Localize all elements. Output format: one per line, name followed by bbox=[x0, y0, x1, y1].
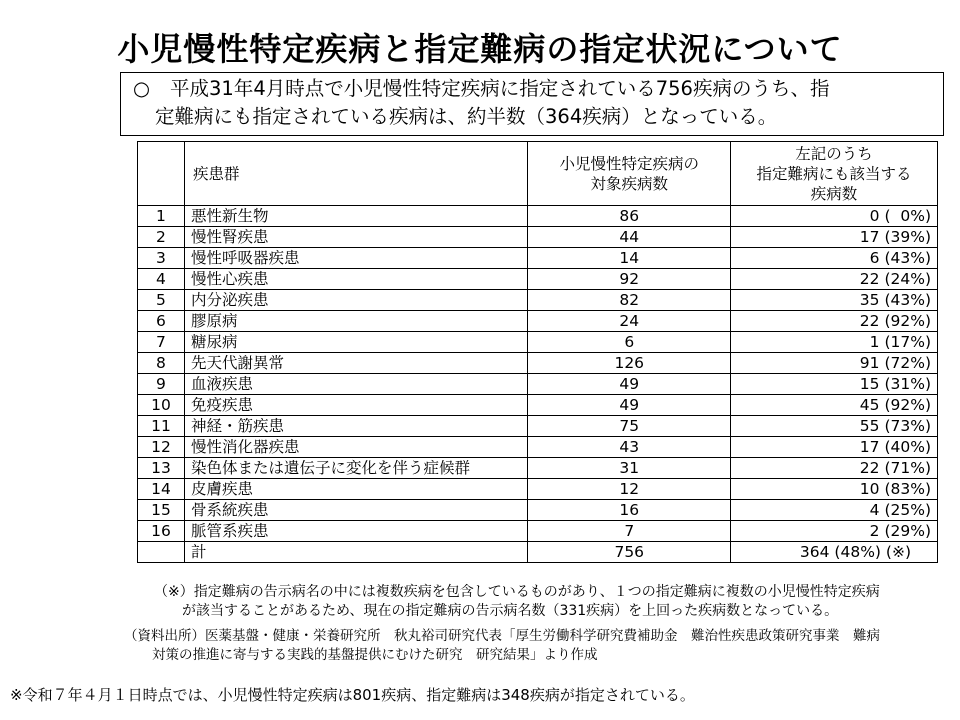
row-number: 14 bbox=[138, 479, 185, 500]
bullet-circle-icon: ○ bbox=[133, 77, 151, 100]
table-row bbox=[138, 500, 938, 521]
row-number: 12 bbox=[138, 437, 185, 458]
row-count: 43 bbox=[528, 437, 731, 458]
row-number: 4 bbox=[138, 269, 185, 290]
row-group: 慢性心疾患 bbox=[184, 269, 527, 290]
row-count: 92 bbox=[528, 269, 731, 290]
row-designated: 45 (92%) bbox=[731, 395, 938, 416]
row-number: 9 bbox=[138, 374, 185, 395]
note-line-2: が該当することがあるため、現在の指定難病の告示病名数（331疾病）を上回った疾病数となっている。 bbox=[182, 603, 839, 619]
row-group: 脈管系疾患 bbox=[184, 521, 527, 542]
row-group: 免疫疾患 bbox=[184, 395, 527, 416]
table-row bbox=[138, 206, 938, 227]
table-header-row bbox=[138, 142, 938, 206]
row-designated: 22 (71%) bbox=[731, 458, 938, 479]
header-group: 疾患群 bbox=[184, 142, 527, 206]
row-number: 3 bbox=[138, 248, 185, 269]
row-number: 13 bbox=[138, 458, 185, 479]
row-count: 82 bbox=[528, 290, 731, 311]
row-designated: 6 (43%) bbox=[731, 248, 938, 269]
row-number: 7 bbox=[138, 332, 185, 353]
row-count: 49 bbox=[528, 395, 731, 416]
row-designated: 2 (29%) bbox=[731, 521, 938, 542]
table-total-row bbox=[138, 542, 938, 563]
row-group: 膠原病 bbox=[184, 311, 527, 332]
row-number: 15 bbox=[138, 500, 185, 521]
row-group: 皮膚疾患 bbox=[184, 479, 527, 500]
note-line-1: （※）指定難病の告示病名の中には複数疾病を包含しているものがあり、１つの指定難病に複数の小児慢性特定疾病 bbox=[154, 584, 880, 600]
header-count-line-2: 対象疾病数 bbox=[590, 174, 668, 193]
row-group: 慢性腎疾患 bbox=[184, 227, 527, 248]
table-row bbox=[138, 248, 938, 269]
row-count: 12 bbox=[528, 479, 731, 500]
row-designated: 1 (17%) bbox=[731, 332, 938, 353]
row-group: 血液疾患 bbox=[184, 374, 527, 395]
row-count: 31 bbox=[528, 458, 731, 479]
row-number: 11 bbox=[138, 416, 185, 437]
row-count: 7 bbox=[528, 521, 731, 542]
total-label: 計 bbox=[184, 542, 527, 563]
source-line-1: （資料出所）医薬基盤・健康・栄養研究所 秋丸裕司研究代表「厚生労働科学研究費補助金 難治性疾患政策研究事業 難病 bbox=[124, 628, 880, 644]
table-row bbox=[138, 479, 938, 500]
header-number bbox=[138, 142, 185, 206]
row-group: 先天代謝異常 bbox=[184, 353, 527, 374]
table-row bbox=[138, 227, 938, 248]
page-title: 小児慢性特定疾病と指定難病の指定状況について bbox=[117, 30, 843, 68]
row-count: 44 bbox=[528, 227, 731, 248]
update-footnote: ※令和７年４月１日時点では、小児慢性特定疾病は801疾病、指定難病は348疾病が指定されている。 bbox=[10, 686, 695, 704]
summary-box bbox=[120, 72, 944, 136]
table-row bbox=[138, 374, 938, 395]
row-count: 126 bbox=[528, 353, 731, 374]
row-group: 慢性呼吸器疾患 bbox=[184, 248, 527, 269]
header-count-line-1: 小児慢性特定疾病の bbox=[559, 154, 699, 173]
table-row bbox=[138, 311, 938, 332]
table-row bbox=[138, 458, 938, 479]
row-designated: 35 (43%) bbox=[731, 290, 938, 311]
row-number: 16 bbox=[138, 521, 185, 542]
row-designated: 0 ( 0%) bbox=[731, 206, 938, 227]
row-group: 悪性新生物 bbox=[184, 206, 527, 227]
header-desig-line-3: 疾病数 bbox=[810, 184, 858, 203]
header-designated bbox=[731, 142, 938, 206]
table-row bbox=[138, 395, 938, 416]
row-group: 慢性消化器疾患 bbox=[184, 437, 527, 458]
table-row bbox=[138, 353, 938, 374]
row-designated: 10 (83%) bbox=[731, 479, 938, 500]
row-count: 6 bbox=[528, 332, 731, 353]
source-line-2: 対策の推進に寄与する実践的基盤提供にむけた研究 研究結果」より作成 bbox=[152, 647, 598, 663]
row-designated: 17 (40%) bbox=[731, 437, 938, 458]
row-number: 2 bbox=[138, 227, 185, 248]
total-count: 756 bbox=[528, 542, 731, 563]
row-designated: 4 (25%) bbox=[731, 500, 938, 521]
row-designated: 15 (31%) bbox=[731, 374, 938, 395]
row-group: 神経・筋疾患 bbox=[184, 416, 527, 437]
total-number bbox=[138, 542, 185, 563]
row-group: 骨系統疾患 bbox=[184, 500, 527, 521]
row-group: 糖尿病 bbox=[184, 332, 527, 353]
disease-table bbox=[137, 141, 938, 563]
row-designated: 55 (73%) bbox=[731, 416, 938, 437]
total-designated: 364 (48%) (※) bbox=[731, 542, 938, 563]
header-desig-line-1: 左記のうち bbox=[795, 144, 873, 163]
row-number: 1 bbox=[138, 206, 185, 227]
row-count: 86 bbox=[528, 206, 731, 227]
table-row bbox=[138, 521, 938, 542]
row-count: 24 bbox=[528, 311, 731, 332]
row-number: 5 bbox=[138, 290, 185, 311]
table-note bbox=[154, 583, 944, 621]
summary-line-1 bbox=[133, 75, 935, 103]
row-designated: 22 (24%) bbox=[731, 269, 938, 290]
row-count: 14 bbox=[528, 248, 731, 269]
table-row bbox=[138, 416, 938, 437]
row-number: 10 bbox=[138, 395, 185, 416]
row-group: 染色体または遺伝子に変化を伴う症候群 bbox=[184, 458, 527, 479]
header-desig-line-2: 指定難病にも該当する bbox=[756, 164, 912, 183]
row-count: 75 bbox=[528, 416, 731, 437]
row-group: 内分泌疾患 bbox=[184, 290, 527, 311]
row-designated: 22 (92%) bbox=[731, 311, 938, 332]
source-citation bbox=[124, 627, 954, 665]
row-number: 8 bbox=[138, 353, 185, 374]
table-row bbox=[138, 290, 938, 311]
summary-line-2: 定難病にも指定されている疾病は、約半数（364疾病）となっている。 bbox=[155, 105, 778, 128]
row-designated: 91 (72%) bbox=[731, 353, 938, 374]
summary-text-1: 平成31年4月時点で小児慢性特定疾病に指定されている756疾病のうち、指 bbox=[170, 77, 830, 100]
table-row bbox=[138, 437, 938, 458]
row-count: 16 bbox=[528, 500, 731, 521]
header-count bbox=[528, 142, 731, 206]
table-row bbox=[138, 269, 938, 290]
table-row bbox=[138, 332, 938, 353]
row-designated: 17 (39%) bbox=[731, 227, 938, 248]
row-count: 49 bbox=[528, 374, 731, 395]
row-number: 6 bbox=[138, 311, 185, 332]
